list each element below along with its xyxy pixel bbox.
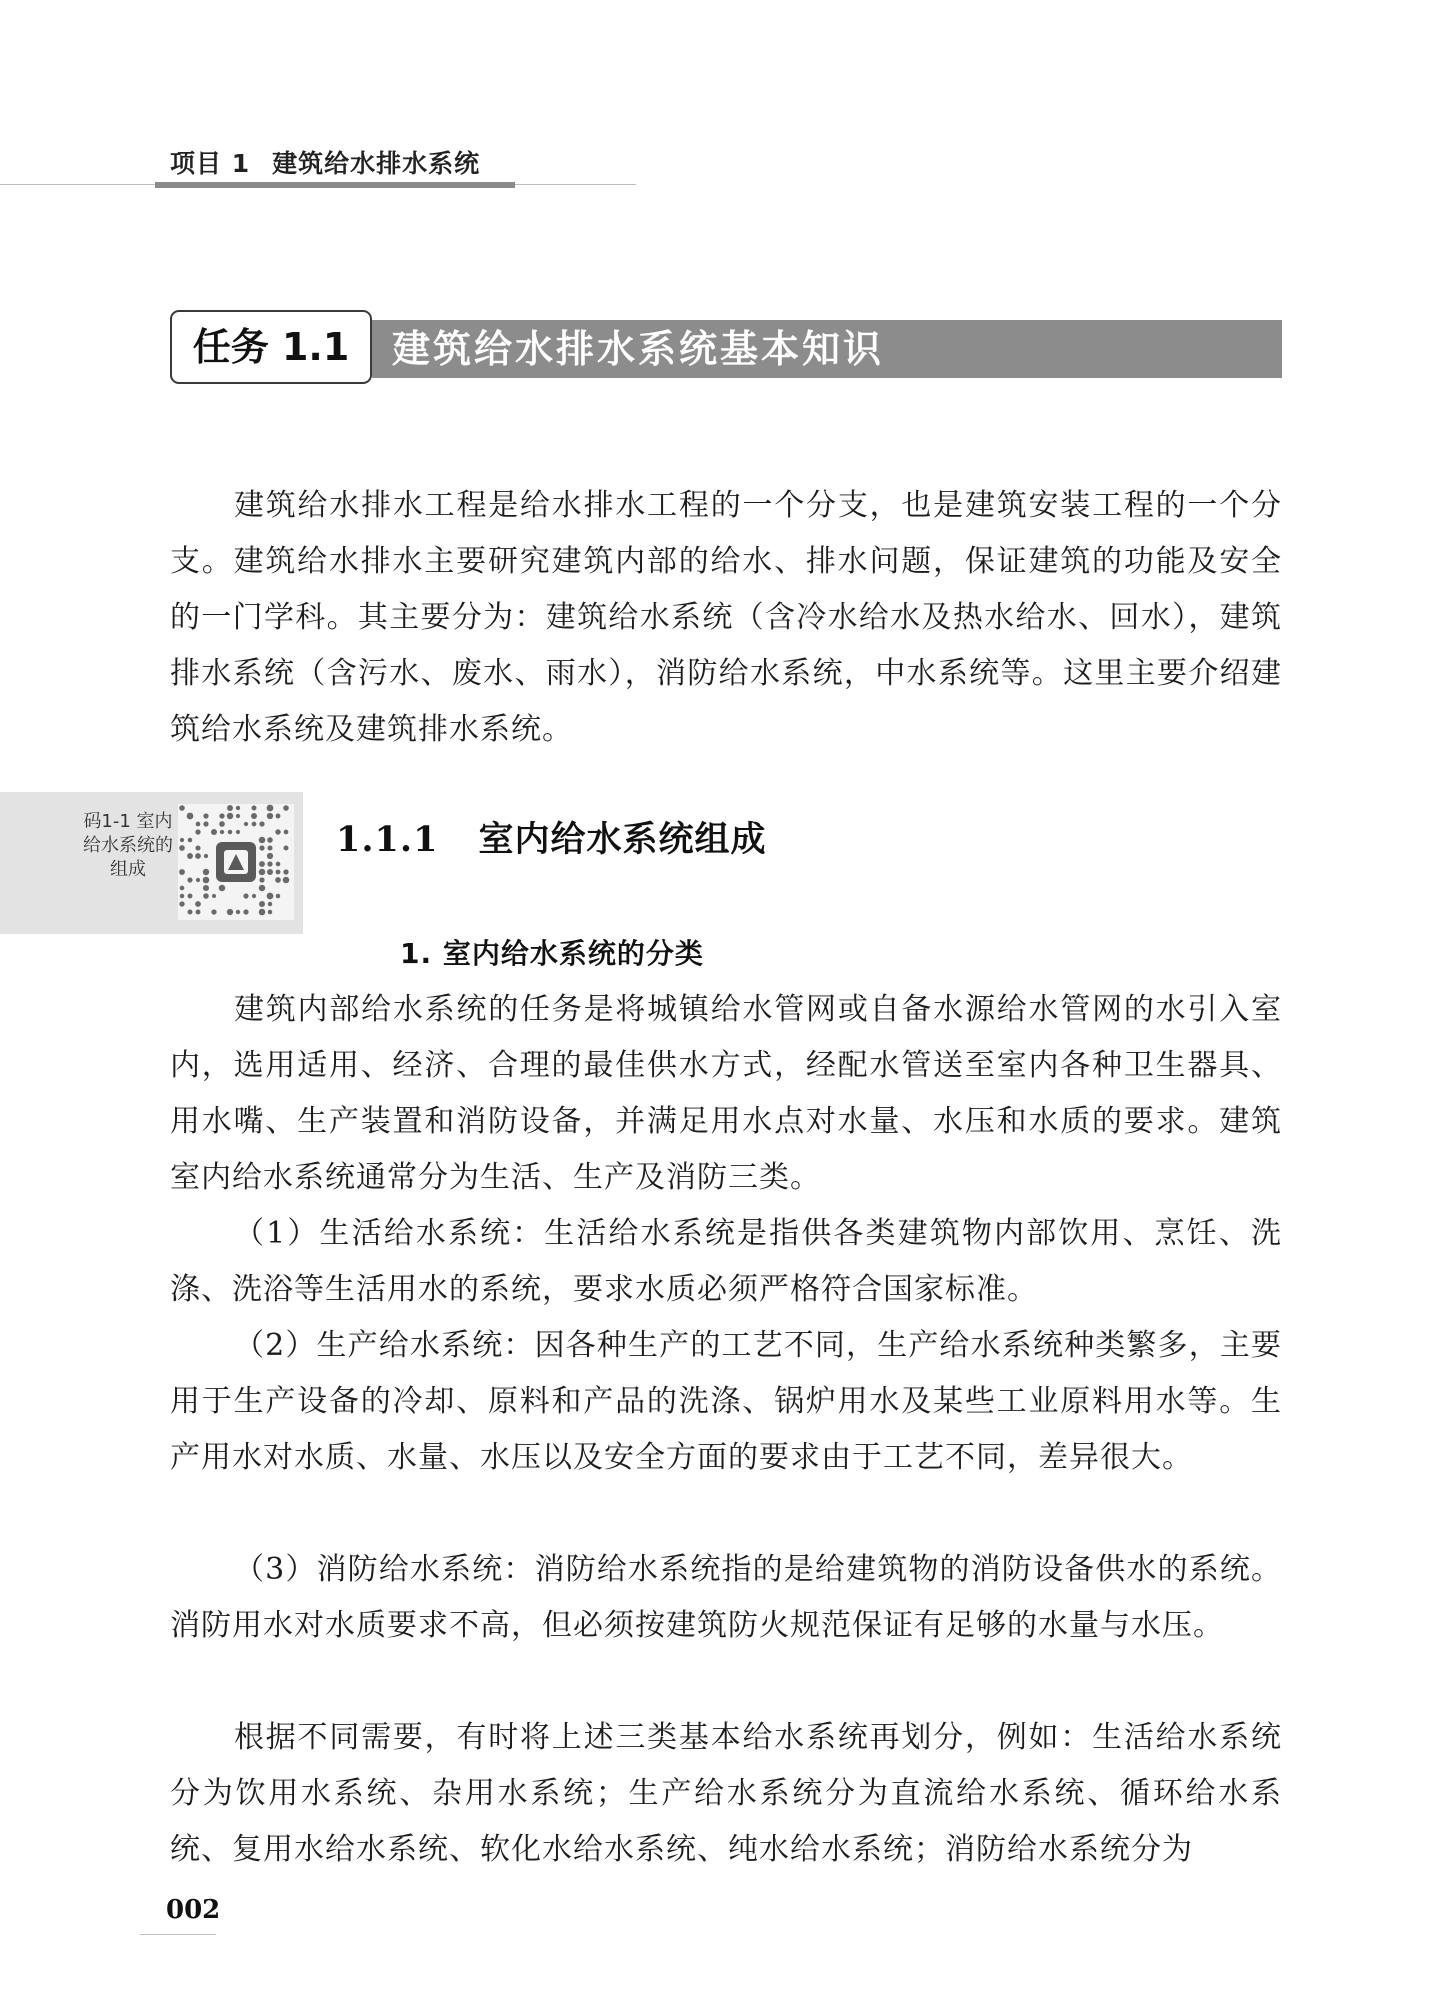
qr-dot bbox=[211, 909, 216, 914]
qr-dot bbox=[228, 830, 232, 834]
qr-caption: 码1-1 室内给水系统的组成 bbox=[83, 811, 173, 880]
qr-dot bbox=[267, 813, 273, 819]
qr-dot bbox=[267, 861, 272, 866]
qr-dot bbox=[203, 869, 209, 875]
qr-dot bbox=[259, 877, 264, 882]
qr-dot bbox=[204, 854, 208, 858]
qr-dot bbox=[180, 894, 184, 898]
qr-dot bbox=[267, 853, 273, 859]
intro-paragraph: 建筑给水排水工程是给水排水工程的一个分支，也是建筑安装工程的一个分支。建筑给水排水主要研究建筑内部的给水、排水问题，保证建筑的功能及安全的一门学科。其主要分为：建筑给水系统（含冷水给水及热水给水、回水），建筑排水系统（含污水、废水、雨水），消防给水系统，中水系统等。这里主要介绍建筑给水系统及建筑排水系统。 bbox=[170, 488, 1282, 747]
qr-dot bbox=[195, 853, 201, 859]
qr-dot bbox=[195, 845, 200, 850]
qr-dot bbox=[179, 845, 185, 851]
qr-dot bbox=[283, 877, 290, 884]
qr-dot bbox=[203, 813, 208, 818]
task-label: 任务 1.1 bbox=[170, 310, 372, 384]
qr-dot bbox=[251, 813, 257, 819]
qr-dot bbox=[188, 838, 193, 843]
qr-dot bbox=[276, 894, 280, 898]
qr-dot bbox=[196, 878, 200, 882]
qr-dot bbox=[187, 813, 194, 820]
qr-dot bbox=[244, 822, 248, 826]
paragraph-4: （3）消防给水系统：消防给水系统指的是给建筑物的消防设备供水的系统。消防用水对水质要求不高，但必须按建筑防火规范保证有足够的水量与水压。 bbox=[170, 1552, 1282, 1643]
qr-dot bbox=[219, 821, 225, 827]
qr-dot bbox=[283, 869, 288, 874]
qr-dot bbox=[196, 822, 201, 827]
running-header bbox=[170, 144, 480, 180]
qr-dot bbox=[259, 901, 265, 907]
qr-dot bbox=[203, 821, 208, 826]
qr-dot bbox=[276, 814, 281, 819]
qr-dot bbox=[211, 829, 217, 835]
qr-dot bbox=[195, 901, 201, 907]
qr-dot bbox=[243, 893, 248, 898]
qr-dot bbox=[276, 870, 281, 875]
qr-dot bbox=[187, 853, 193, 859]
qr-dot bbox=[275, 877, 281, 883]
qr-dot bbox=[252, 822, 257, 827]
task-title: 建筑给水排水系统基本知识 bbox=[392, 327, 885, 371]
qr-dot bbox=[227, 805, 233, 811]
qr-dot bbox=[259, 861, 265, 867]
header-project-title: 建筑给水排水系统 bbox=[272, 149, 481, 178]
paragraph-3: （2）生产给水系统：因各种生产的工艺不同，生产给水系统种类繁多，主要用于生产设备的冷却、原料和产品的洗涤、锅炉用水及某些工业原料用水等。生产用水对水质、水量、水压以及安全方面的要求由于工艺不同，差异很大。 bbox=[170, 1328, 1282, 1475]
qr-dot bbox=[268, 910, 272, 914]
qr-dot bbox=[203, 885, 209, 891]
qr-dot bbox=[268, 902, 272, 906]
paragraph-5: 根据不同需要，有时将上述三类基本给水系统再划分，例如：生活给水系统分为饮用水系统、杂用水系统；生产给水系统分为直流给水系统、循环给水系统、复用水给水系统、软化水给水系统、纯水给水系统；消防给水系统分为 bbox=[170, 1720, 1282, 1867]
header-project-label: 项目 1 bbox=[170, 149, 251, 178]
qr-dot bbox=[179, 805, 185, 811]
qr-dot bbox=[259, 845, 264, 850]
qr-dot bbox=[219, 813, 224, 818]
qr-dot bbox=[179, 901, 184, 906]
qr-dot bbox=[259, 885, 265, 891]
qr-dot bbox=[267, 893, 274, 900]
section-title: 室内给水系统组成 bbox=[478, 819, 767, 860]
qr-dot bbox=[252, 806, 257, 811]
qr-dot bbox=[267, 869, 273, 875]
qr-dot bbox=[259, 821, 264, 826]
qr-dot bbox=[259, 837, 266, 844]
qr-dot bbox=[187, 877, 192, 882]
qr-dot bbox=[259, 869, 266, 876]
qr-dot bbox=[219, 885, 226, 892]
qr-dot bbox=[236, 814, 240, 818]
qr-dot bbox=[236, 806, 240, 810]
qr-dot bbox=[276, 862, 281, 867]
qr-dot bbox=[284, 830, 289, 835]
qr-dot bbox=[203, 877, 210, 884]
qr-dot bbox=[227, 909, 233, 915]
qr-dot bbox=[236, 910, 240, 914]
qr-dot bbox=[284, 846, 289, 851]
qr-dot bbox=[179, 869, 185, 875]
qr-dot bbox=[252, 894, 256, 898]
qr-dot bbox=[259, 909, 266, 916]
qr-dot bbox=[188, 894, 193, 899]
qr-dot bbox=[236, 830, 240, 834]
page-number: 002 bbox=[166, 1895, 221, 1925]
qr-dot bbox=[220, 830, 224, 834]
qr-dot bbox=[267, 837, 273, 843]
qr-dot bbox=[267, 805, 274, 812]
qr-dot bbox=[243, 909, 248, 914]
qr-dot bbox=[196, 910, 201, 915]
qr-dot bbox=[188, 910, 193, 915]
qr-dot bbox=[212, 894, 216, 898]
qr-dot bbox=[195, 829, 200, 834]
qr-code-icon[interactable] bbox=[178, 804, 294, 920]
qr-dot bbox=[180, 838, 184, 842]
paragraph-2: （1）生活给水系统：生活给水系统是指供各类建筑物内部饮用、烹饪、洗涤、洗浴等生活用水的系统，要求水质必须严格符合国家标准。 bbox=[170, 1216, 1282, 1307]
qr-dot bbox=[180, 886, 185, 891]
section-number: 1.1.1 bbox=[336, 819, 439, 860]
qr-dot bbox=[275, 829, 280, 834]
qr-dot bbox=[267, 845, 272, 850]
qr-dot bbox=[283, 805, 289, 811]
header-accent-bar bbox=[155, 182, 515, 188]
qr-dot bbox=[227, 813, 233, 819]
qr-dot bbox=[203, 893, 209, 899]
footer-rule bbox=[140, 1934, 216, 1935]
paragraph-1: 建筑内部给水系统的任务是将城镇给水管网或自备水源给水管网的水引入室内，选用适用、经济、合理的最佳供水方式，经配水管送至室内各种卫生器具、用水嘴、生产装置和消防设备，并满足用水点对水量、水压和水质的要求。建筑室内给水系统通常分为生活、生产及消防三类。 bbox=[170, 992, 1282, 1195]
subsection-heading: 1. 室内给水系统的分类 bbox=[400, 937, 704, 970]
section-heading bbox=[336, 812, 766, 862]
